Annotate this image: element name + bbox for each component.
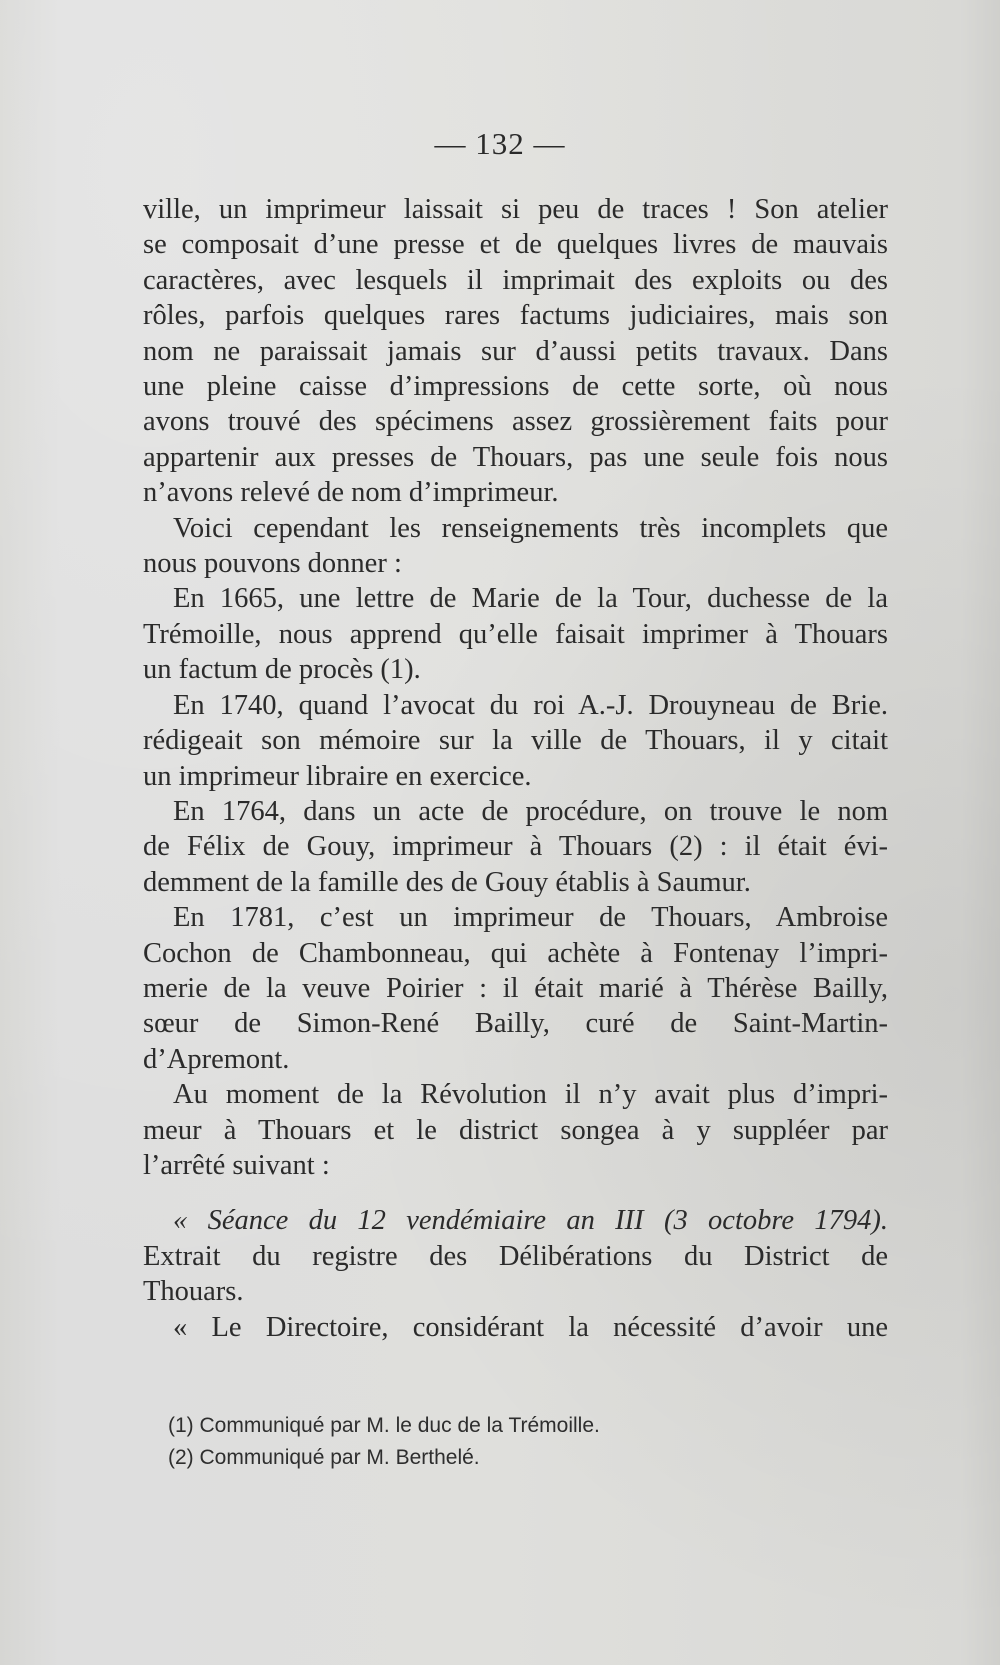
paragraph-start: En 1665, une lettre de Marie de la Tour, duchesse de la	[173, 583, 888, 615]
text-line: demment de la famille des de Gouy établis à Saumur.	[143, 866, 751, 898]
text-line: un imprimeur libraire en exercice.	[143, 760, 532, 792]
text-line: Thouars.	[143, 1276, 244, 1308]
text-line: Trémoille, nous apprend qu’elle faisait imprimer à Thouars	[143, 618, 888, 650]
paragraph-start: En 1764, dans un acte de procédure, on trouve le nom	[173, 795, 888, 827]
text-line: appartenir aux presses de Thouars, pas une seule fois nous	[143, 441, 888, 473]
text-line: caractères, avec lesquels il imprimait des exploits ou des	[143, 264, 888, 296]
text-line: Cochon de Chambonneau, qui achète à Fontenay l’impri-	[143, 937, 888, 969]
text-line: ville, un imprimeur laissait si peu de traces ! Son atelier	[143, 194, 888, 225]
text-line: n’avons relevé de nom d’imprimeur.	[143, 477, 559, 509]
paragraph-start: En 1740, quand l’avocat du roi A.-J. Drouyneau de Brie.	[173, 689, 888, 721]
text-line: sœur de Simon-René Bailly, curé de Saint-Martin-	[143, 1008, 888, 1040]
text-line: merie de la veuve Poirier : il était marié à Thérèse Bailly,	[143, 972, 888, 1004]
text-line: d’Apremont.	[143, 1043, 290, 1075]
text-line: rédigeait son mémoire sur la ville de Thouars, il y citait	[143, 725, 888, 757]
text-line: nom ne paraissait jamais sur d’aussi petits travaux. Dans	[143, 335, 888, 367]
text-line: de Félix de Gouy, imprimeur à Thouars (2) : il était évi-	[143, 831, 888, 863]
text-line: se composait d’une presse et de quelques livres de mauvais	[143, 229, 888, 261]
text-line: nous pouvons donner :	[143, 548, 402, 580]
quoted-session-heading: « Séance du 12 vendémiaire an III (3 octobre 1794).	[173, 1205, 888, 1237]
text-line: avons trouvé des spécimens assez grossièrement faits pour	[143, 406, 888, 438]
body-text	[143, 192, 888, 1345]
footnote-2: (2) Communiqué par M. Berthelé.	[168, 1446, 480, 1469]
page-number: — 132 —	[434, 126, 566, 161]
text-line: un factum de procès (1).	[143, 654, 421, 686]
paragraph-start: « Le Directoire, considérant la nécessité d’avoir une	[173, 1311, 888, 1343]
footnotes	[168, 1410, 868, 1474]
text-line: l’arrêté suivant :	[143, 1149, 330, 1181]
paragraph-start: Voici cependant les renseignements très incomplets que	[173, 512, 888, 544]
footnote-1: (1) Communiqué par M. le duc de la Trémoille.	[168, 1414, 600, 1437]
text-line: Extrait du registre des Délibérations du District de	[143, 1240, 888, 1272]
paragraph-start: En 1781, c’est un imprimeur de Thouars, Ambroise	[173, 902, 888, 934]
text-line: une pleine caisse d’impressions de cette sorte, où nous	[143, 371, 888, 403]
text-line: meur à Thouars et le district songea à y suppléer par	[143, 1114, 888, 1146]
paragraph-start: Au moment de la Révolution il n’y avait plus d’impri-	[173, 1079, 888, 1111]
text-line: rôles, parfois quelques rares factums judiciaires, mais son	[143, 300, 888, 332]
